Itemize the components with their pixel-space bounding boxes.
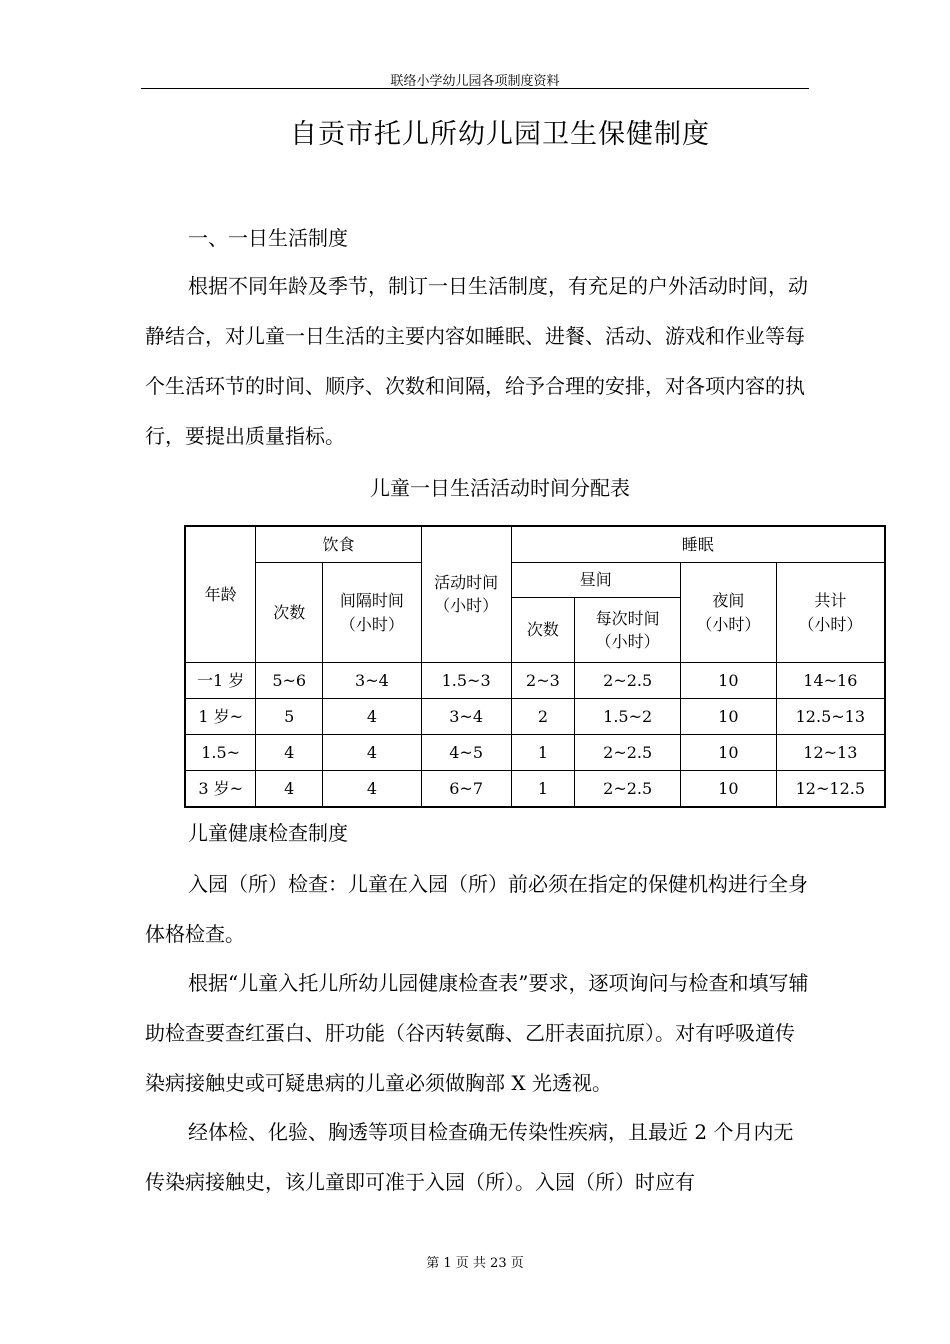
header-daytime: 昼间 [511, 563, 681, 598]
header-total: 共计 （小时） [776, 563, 885, 663]
table-row [185, 771, 885, 808]
table-cell: 2~3 [511, 663, 575, 699]
section-heading-health-check: 儿童健康检查制度 [188, 821, 348, 845]
header-rule [141, 88, 809, 89]
table-cell: ⼀1 岁 [185, 663, 256, 699]
table-cell: 12.5~13 [776, 699, 885, 735]
table-cell: 1 [511, 735, 575, 771]
table-cell: 12~12.5 [776, 771, 885, 808]
page-number-footer: 第 1 页 共 23 页 [426, 1256, 524, 1271]
health-check-paragraph-3: 经体检、化验、胸透等项目检查确无传染性疾病，且最近 2 个月内无传染病接触史，该儿童即可准于入园（所）。入园（所）时应有 [145, 1120, 794, 1194]
table-cell: 4 [323, 771, 422, 808]
table-cell: 5~6 [256, 663, 323, 699]
table-cell: 6~7 [421, 771, 511, 808]
table-cell: 3~4 [323, 663, 422, 699]
header-daytime-count: 次数 [511, 598, 575, 663]
header-eating: 饮食 [256, 526, 421, 563]
daily-schedule-paragraph: 根据不同年龄及季节，制订一日生活制度，有充足的户外活动时间，动静结合，对儿童一日生活的主要内容如睡眠、进餐、活动、游戏和作业等每个生活环节的时间、顺序、次数和间隔，给予合理的安排，对各项内容的执行，要提出质量指标。 [145, 274, 808, 448]
header-night: 夜间 （小时） [681, 563, 777, 663]
table-cell: 5 [256, 699, 323, 735]
health-check-paragraph-2: 根据“儿童入托儿所幼儿园健康检查表”要求，逐项询问与检查和填写辅助检查要查红蛋白、肝功能（谷丙转氨酶、乙肝表面抗原）。对有呼吸道传染病接触史或可疑患病的儿童必须做胸部 X 光透视。 [145, 971, 809, 1095]
table-cell: 14~16 [776, 663, 885, 699]
table-cell: 1 [511, 771, 575, 808]
table-cell: 2~2.5 [575, 663, 681, 699]
table-cell: 1.5~3 [421, 663, 511, 699]
table-cell: 4 [323, 699, 422, 735]
health-check-paragraph-1: 入园（所）检查：儿童在入园（所）前必须在指定的保健机构进行全身体格检查。 [145, 872, 808, 946]
table-cell: 1 岁~ [185, 699, 256, 735]
header-sleep: 睡眠 [511, 526, 885, 563]
table-cell: 10 [681, 771, 777, 808]
table-cell: 2~2.5 [575, 735, 681, 771]
table-cell: 3~4 [421, 699, 511, 735]
table-row [185, 699, 885, 735]
table-cell: 4 [256, 771, 323, 808]
table-row [185, 735, 885, 771]
document-title: 自贡市托儿所幼儿园卫生保健制度 [290, 119, 710, 150]
table-cell: 3 岁~ [185, 771, 256, 808]
header-activity: 活动时间 （小时） [421, 526, 511, 663]
table-cell: 1.5~2 [575, 699, 681, 735]
header-eating-count: 次数 [256, 563, 323, 663]
table-cell: 10 [681, 699, 777, 735]
table-cell: 2 [511, 699, 575, 735]
table-cell: 12~13 [776, 735, 885, 771]
header-eating-interval: 间隔时间 （小时） [323, 563, 422, 663]
table-cell: 4 [256, 735, 323, 771]
running-header: 联络小学幼儿园各项制度资料 [390, 74, 560, 89]
section-heading-daily-schedule: 一、一日生活制度 [188, 226, 348, 250]
activity-time-table [184, 525, 886, 808]
table-cell: 10 [681, 663, 777, 699]
table-row [185, 663, 885, 699]
table-cell: 1.5~ [185, 735, 256, 771]
table-cell: 10 [681, 735, 777, 771]
header-each-time: 每次时间 （小时） [575, 598, 681, 663]
table-cell: 4 [323, 735, 422, 771]
header-age: 年龄 [185, 526, 256, 663]
table-cell: 4~5 [421, 735, 511, 771]
table-cell: 2~2.5 [575, 771, 681, 808]
table-caption: 儿童一日生活活动时间分配表 [370, 476, 630, 500]
